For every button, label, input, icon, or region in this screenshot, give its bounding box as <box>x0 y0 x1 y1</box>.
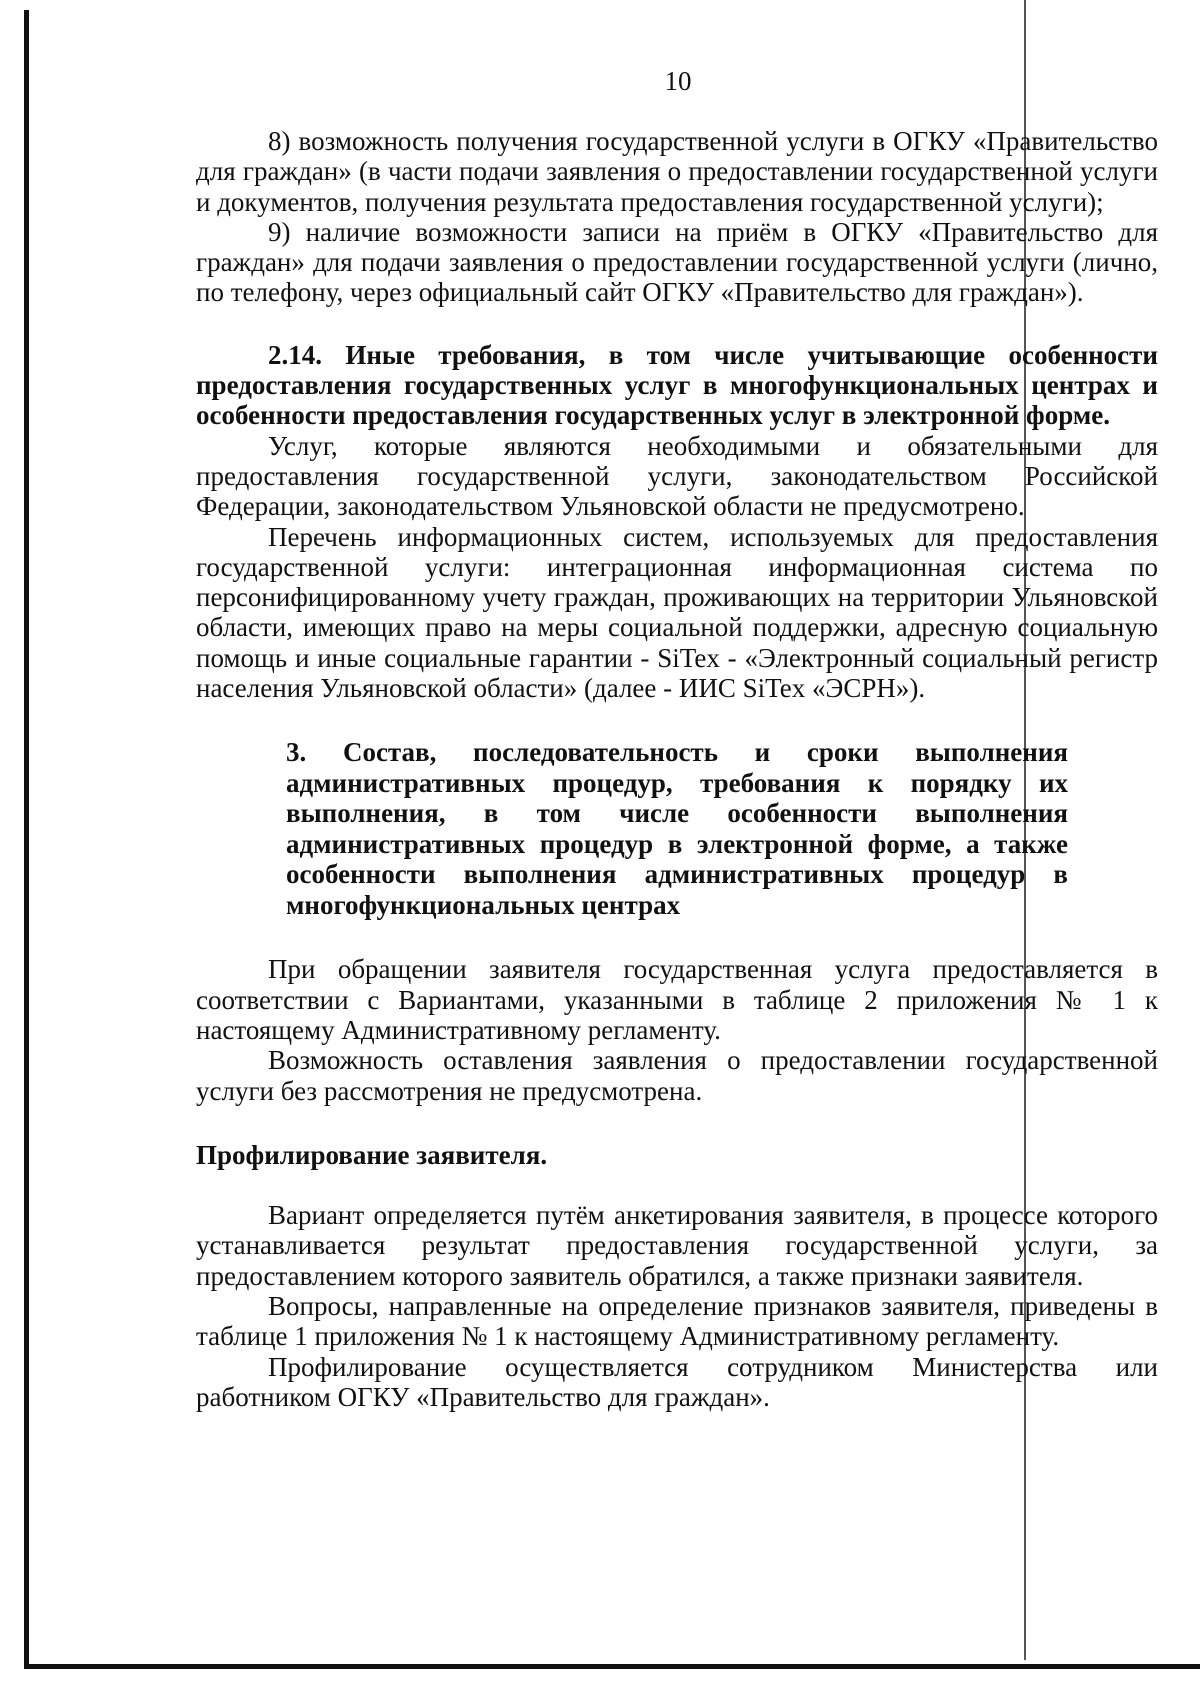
profiling-heading: Профилирование заявителя. <box>196 1139 548 1170</box>
profiling-paragraph-1: Вариант определяется путём анкетирования заявителя, в процессе которого устанавливается результат предоставления государственной услуги, за предоставлением которого заявитель обратился, а также признаки заявителя. <box>196 1200 1158 1291</box>
page-border-left <box>24 10 29 1668</box>
section-2-14-heading: 2.14. Иные требования, в том числе учитывающие особенности предоставления государственных услуг в многофункциональных центрах и особенности предоставления государственных услуг в электронной форме. <box>196 339 1158 431</box>
list-item-9: 9) наличие возможности записи на приём в ОГКУ «Правительство для граждан» для подачи заявления о предоставлении государственной услуги (лично, по телефону, через официальный сайт ОГКУ «Правительство для граждан»). <box>196 216 1158 308</box>
section-2-14-paragraph-2: Перечень информационных систем, используемых для предоставления государственной услуги: интеграционная информационная система по персонифицированному учету граждан, проживающих на территории Ульяновской области, имеющих право на меры социальной поддержки, адресную социальную помощь и иные социальные гарантии - SiTex - «Электронный социальный регистр населения Ульяновской области» (далее - ИИС SiTex «ЭСРН»). <box>196 521 1158 704</box>
profiling-paragraph-3: Профилирование осуществляется сотрудником Министерства или работником ОГКУ «Правительство для граждан». <box>196 1351 1158 1412</box>
section-3-heading: 3. Состав, последовательность и сроки выполнения административных процедур, требования к порядку их выполнения, в том числе особенности выполнения административных процедур в электронной форме, а также особенности выполнения административных процедур в многофункциональных центрах <box>286 737 1068 920</box>
document-body <box>196 126 1158 1412</box>
page-number <box>0 66 1200 97</box>
section-3-paragraph-2: Возможность оставления заявления о предоставлении государственной услуги без рассмотрения не предусмотрена. <box>196 1045 1158 1106</box>
profiling-paragraph-2: Вопросы, направленные на определение признаков заявителя, приведены в таблице 1 приложения № 1 к настоящему Административному регламенту. <box>196 1291 1158 1352</box>
page-number-text: 10 <box>664 66 692 96</box>
list-item-8: 8) возможность получения государственной услуги в ОГКУ «Правительство для граждан» (в части подачи заявления о предоставлении государственной услуги и документов, получения результата предоставления государственной услуги); <box>196 126 1158 217</box>
section-3-paragraph-1: При обращении заявителя государственная услуга предоставляется в соответствии с Вариантами, указанными в таблице 2 приложения № 1 к настоящему Административному регламенту. <box>196 954 1158 1045</box>
section-2-14-paragraph-1: Услуг, которые являются необходимыми и обязательными для предоставления государственной услуги, законодательством Российской Федерации, законодательством Ульяновской области не предусмотрено. <box>196 430 1158 522</box>
page-border-bottom <box>24 1664 1200 1669</box>
